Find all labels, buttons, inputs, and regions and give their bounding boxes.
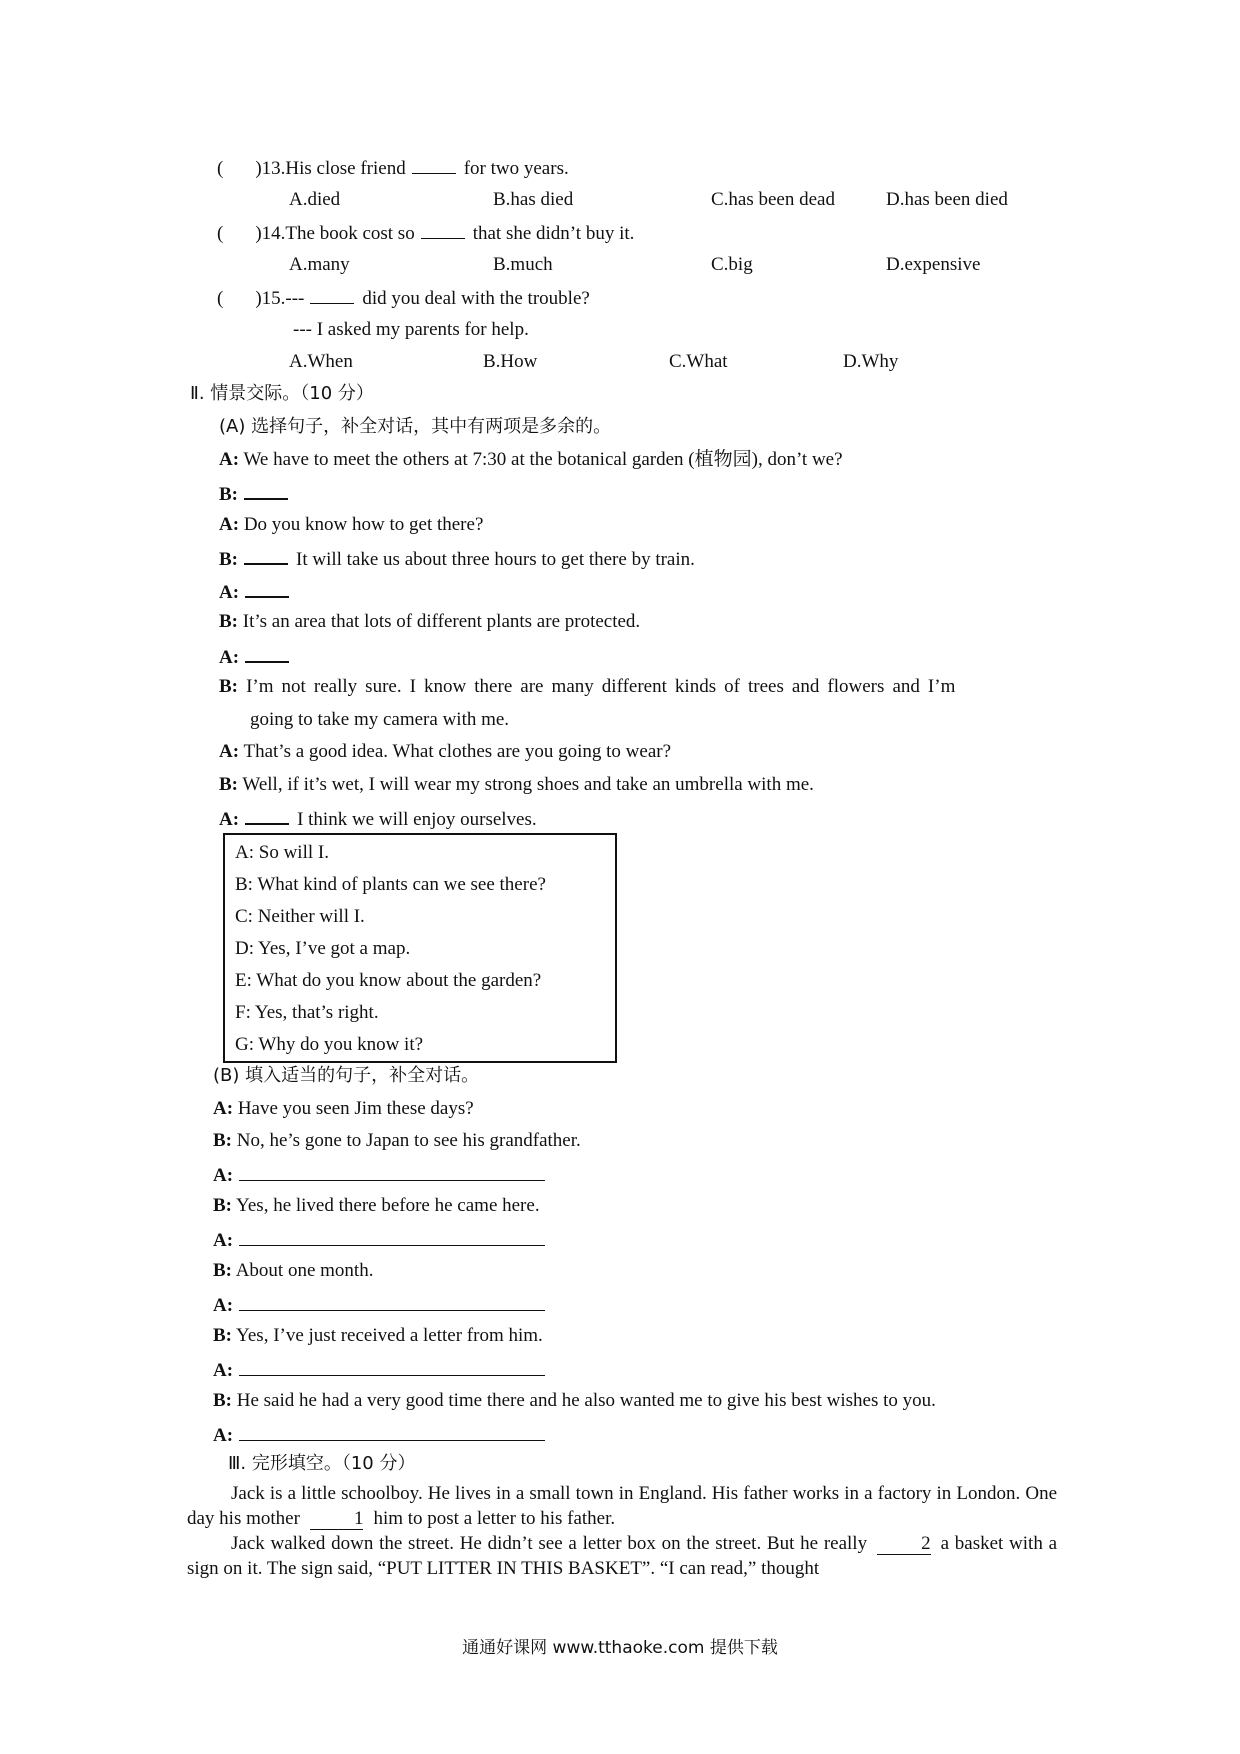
page-footer: 通通好课网 www.tthaoke.com 提供下载 — [462, 1638, 778, 1658]
dialogue-line — [213, 1389, 936, 1413]
option-b: B.How — [483, 351, 538, 372]
option-a: A.When — [289, 351, 353, 372]
speaker: B: — [213, 1195, 232, 1216]
dialogue-line — [219, 675, 955, 699]
cloze-blank: 2 — [877, 1534, 931, 1555]
dialogue-text: It’s an area that lots of different plants are protected. — [242, 611, 641, 632]
answer-blank — [412, 155, 456, 174]
dialogue-line — [219, 740, 671, 764]
question-stem: )13.His close friend — [255, 158, 406, 179]
dialogue-line — [213, 1227, 545, 1253]
dialogue-line — [213, 1422, 545, 1448]
choice-a: A: So will I. — [235, 842, 329, 863]
question-stem: )14.The book cost so — [255, 223, 415, 244]
cloze-blank: 1 — [310, 1509, 364, 1530]
speaker: A: — [219, 809, 240, 830]
answer-line-blank — [239, 1292, 545, 1311]
dialogue-text: Have you seen Jim these days? — [237, 1098, 474, 1119]
cloze-text: a basket with a sign on it. The sign said, “PUT LITTER IN THIS BASKET”. “I can read,” thought — [187, 1533, 1058, 1579]
answer-line-blank — [239, 1422, 545, 1441]
speaker: B: — [219, 549, 238, 570]
dialogue-text: That’s a good idea. What clothes are you going to wear? — [243, 741, 672, 762]
speaker: A: — [213, 1360, 234, 1381]
speaker: A: — [219, 582, 240, 603]
dialogue-line — [213, 1259, 373, 1283]
answer-line-blank — [239, 1357, 545, 1376]
cloze-text: Jack walked down the street. He didn’t see a letter box on the street. But he really — [231, 1533, 868, 1554]
dialogue-line — [219, 805, 537, 832]
speaker: A: — [213, 1098, 234, 1119]
speaker: A: — [219, 514, 240, 535]
option-c: C.big — [711, 254, 753, 275]
dialogue-line — [219, 545, 695, 572]
option-b: B.much — [493, 254, 553, 275]
question-15 — [217, 285, 590, 311]
speaker: A: — [219, 741, 240, 762]
dialogue-line — [213, 1162, 545, 1188]
answer-blank — [421, 220, 465, 239]
answer-blank — [310, 285, 354, 304]
speaker: A: — [213, 1230, 234, 1251]
dialogue-line — [219, 448, 843, 472]
option-a: A.many — [289, 254, 350, 275]
dialogue-line — [213, 1097, 474, 1121]
question-stem-end: for two years. — [463, 158, 569, 179]
choice-f: F: Yes, that’s right. — [235, 1002, 379, 1023]
dialogue-text: Yes, he lived there before he came here. — [236, 1195, 540, 1216]
speaker: B: — [213, 1325, 232, 1346]
speaker: B: — [213, 1390, 232, 1411]
option-d: D.has been died — [886, 189, 1008, 210]
dialogue-text: I’m not really sure. I know there are many different kinds of trees and flowers and I’m — [246, 676, 956, 697]
dialogue-line — [219, 480, 296, 507]
answer-paren: ( — [217, 223, 224, 244]
speaker: A: — [219, 647, 240, 668]
section-2-heading: Ⅱ. 情景交际。（10 分） — [190, 383, 374, 404]
speaker: A: — [213, 1295, 234, 1316]
option-b: B.has died — [493, 189, 574, 210]
question-stem: )15.--- — [255, 288, 305, 309]
answer-line-blank — [239, 1227, 545, 1246]
dialogue-text: We have to meet the others at 7:30 at the botanical garden (植物园), don’t we? — [243, 449, 843, 470]
dialogue-text: Do you know how to get there? — [243, 514, 484, 535]
answer-line-blank — [239, 1162, 545, 1181]
cloze-text: him to post a letter to his father. — [373, 1508, 616, 1529]
dialogue-line — [219, 773, 814, 797]
answer-paren: ( — [217, 288, 224, 309]
dialogue-continuation: going to take my camera with me. — [250, 709, 510, 730]
option-a: A.died — [289, 189, 341, 210]
speaker: B: — [219, 484, 238, 505]
answer-blank — [244, 480, 288, 500]
question-13 — [217, 155, 569, 181]
speaker: A: — [213, 1425, 234, 1446]
choice-e: E: What do you know about the garden? — [235, 970, 542, 991]
option-d: D.Why — [843, 351, 899, 372]
dialogue-text: I think we will enjoy ourselves. — [297, 809, 537, 830]
answer-blank — [245, 578, 289, 598]
speaker: B: — [213, 1130, 232, 1151]
speaker: B: — [219, 774, 238, 795]
answer-blank — [245, 805, 289, 825]
dialogue-line — [213, 1324, 543, 1348]
dialogue-text: He said he had a very good time there and he also wanted me to give his best wishes to you. — [236, 1390, 936, 1411]
speaker: A: — [219, 449, 240, 470]
choice-c: C: Neither will I. — [235, 906, 365, 927]
choice-d: D: Yes, I’ve got a map. — [235, 938, 411, 959]
dialogue-line — [219, 610, 640, 634]
dialogue-text: About one month. — [235, 1260, 374, 1281]
dialogue-text: No, he’s gone to Japan to see his grandfather. — [236, 1130, 581, 1151]
dialogue-line — [213, 1357, 545, 1383]
cloze-passage — [187, 1481, 1057, 1581]
dialogue-line — [219, 578, 297, 605]
dialogue-text: It will take us about three hours to get there by train. — [296, 549, 695, 570]
answer-line: --- I asked my parents for help. — [293, 319, 529, 340]
dialogue-line — [213, 1194, 540, 1218]
answer-paren: ( — [217, 158, 224, 179]
option-d: D.expensive — [886, 254, 981, 275]
speaker: B: — [213, 1260, 232, 1281]
dialogue-text: Well, if it’s wet, I will wear my strong shoes and take an umbrella with me. — [242, 774, 814, 795]
question-14 — [217, 220, 634, 246]
choice-g: G: Why do you know it? — [235, 1034, 424, 1055]
question-stem-end: that she didn’t buy it. — [472, 223, 635, 244]
question-stem-end: did you deal with the trouble? — [362, 288, 590, 309]
section-3-heading: Ⅲ. 完形填空。（10 分） — [228, 1453, 416, 1474]
part-b-instruction: (B) 填入适当的句子，补全对话。 — [213, 1065, 480, 1086]
dialogue-line — [219, 513, 483, 537]
option-c: C.What — [669, 351, 728, 372]
speaker: A: — [213, 1165, 234, 1186]
answer-blank — [245, 643, 289, 663]
dialogue-text: Yes, I’ve just received a letter from him. — [236, 1325, 543, 1346]
option-c: C.has been dead — [711, 189, 835, 210]
speaker: B: — [219, 611, 238, 632]
choices-box — [223, 833, 617, 1063]
speaker: B: — [219, 676, 238, 697]
part-a-instruction: (A) 选择句子，补全对话，其中有两项是多余的。 — [219, 416, 612, 437]
dialogue-line — [213, 1129, 581, 1153]
choice-b: B: What kind of plants can we see there? — [235, 874, 546, 895]
dialogue-line — [219, 643, 297, 670]
answer-blank — [244, 545, 288, 565]
cloze-paragraph — [187, 1531, 1057, 1581]
dialogue-line — [213, 1292, 545, 1318]
cloze-paragraph — [187, 1481, 1057, 1531]
cloze-text: Jack is a little schoolboy. He lives in a small town in England. His father works in a factory in London. One day his mother — [187, 1483, 1057, 1529]
